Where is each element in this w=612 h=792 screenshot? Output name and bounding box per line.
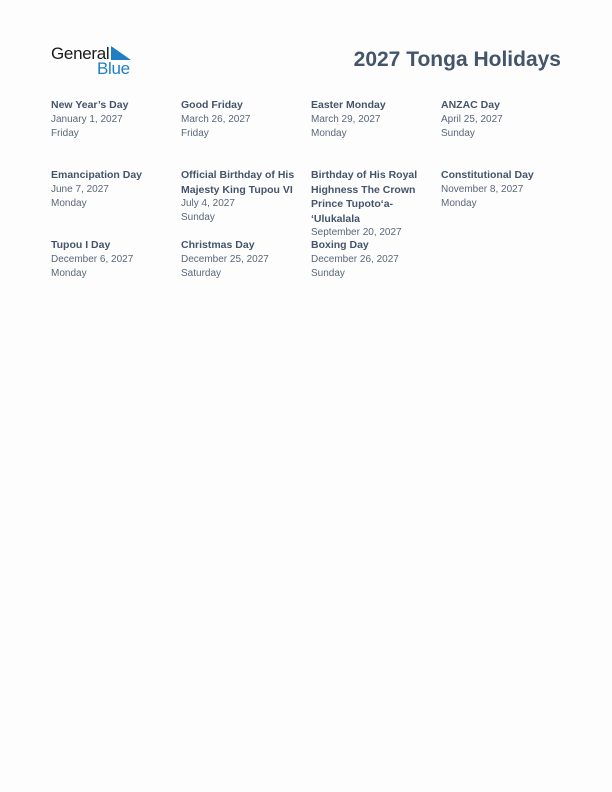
holiday-item — [181, 238, 299, 281]
logo-word-blue: Blue — [97, 59, 130, 78]
holiday-date: December 6, 2027 — [51, 253, 134, 265]
holiday-date: April 25, 2027 — [441, 113, 503, 125]
holiday-name: Easter Monday — [311, 99, 386, 111]
holiday-weekday: Saturday — [181, 267, 222, 279]
holiday-name: Tupou I Day — [51, 239, 111, 251]
holiday-item — [441, 98, 559, 141]
page-title: 2027 Tonga Holidays — [353, 48, 561, 71]
holiday-date: December 25, 2027 — [181, 253, 269, 265]
holiday-name: ANZAC Day — [441, 99, 500, 111]
holiday-item — [181, 168, 299, 225]
holiday-weekday: Sunday — [181, 212, 215, 223]
holiday-date: January 1, 2027 — [51, 113, 123, 125]
holiday-date: March 29, 2027 — [311, 113, 381, 125]
holiday-item — [181, 98, 299, 141]
holiday-weekday: Monday — [51, 197, 87, 209]
holiday-item — [51, 98, 169, 141]
holiday-item — [441, 168, 559, 211]
holiday-date: July 4, 2027 — [181, 198, 235, 209]
triangle-flag-icon — [111, 46, 131, 60]
holiday-name: Christmas Day — [181, 239, 255, 251]
holiday-name: Good Friday — [181, 99, 243, 111]
holiday-weekday: Monday — [311, 127, 347, 139]
holiday-weekday: Sunday — [311, 267, 345, 279]
holiday-date: March 26, 2027 — [181, 113, 251, 125]
holiday-date: November 8, 2027 — [441, 183, 524, 195]
holiday-name: Birthday of His Royal Highness The Crown Prince Tupotoʻa-ʻUlukalala — [311, 169, 418, 225]
holiday-weekday: Sunday — [441, 127, 475, 139]
holiday-item — [311, 168, 429, 240]
holiday-weekday: Friday — [181, 127, 209, 139]
holiday-weekday: Monday — [51, 267, 87, 279]
holiday-item — [51, 238, 169, 281]
holiday-name: Constitutional Day — [441, 169, 534, 181]
holiday-name: New Year’s Day — [51, 99, 129, 111]
holiday-date: June 7, 2027 — [51, 183, 109, 195]
holiday-date: December 26, 2027 — [311, 253, 399, 265]
holiday-weekday: Friday — [51, 127, 79, 139]
holiday-name: Official Birthday of His Majesty King Tupou VI — [181, 169, 295, 196]
holiday-name: Emancipation Day — [51, 169, 143, 181]
logo — [51, 44, 141, 78]
holiday-item — [311, 98, 429, 141]
logo-word-general: General — [51, 44, 110, 63]
holiday-item — [311, 238, 429, 281]
holiday-item — [51, 168, 169, 211]
holiday-name: Boxing Day — [311, 239, 369, 251]
holiday-date: September 20, 2027 — [311, 227, 402, 238]
holiday-weekday: Monday — [441, 197, 477, 209]
